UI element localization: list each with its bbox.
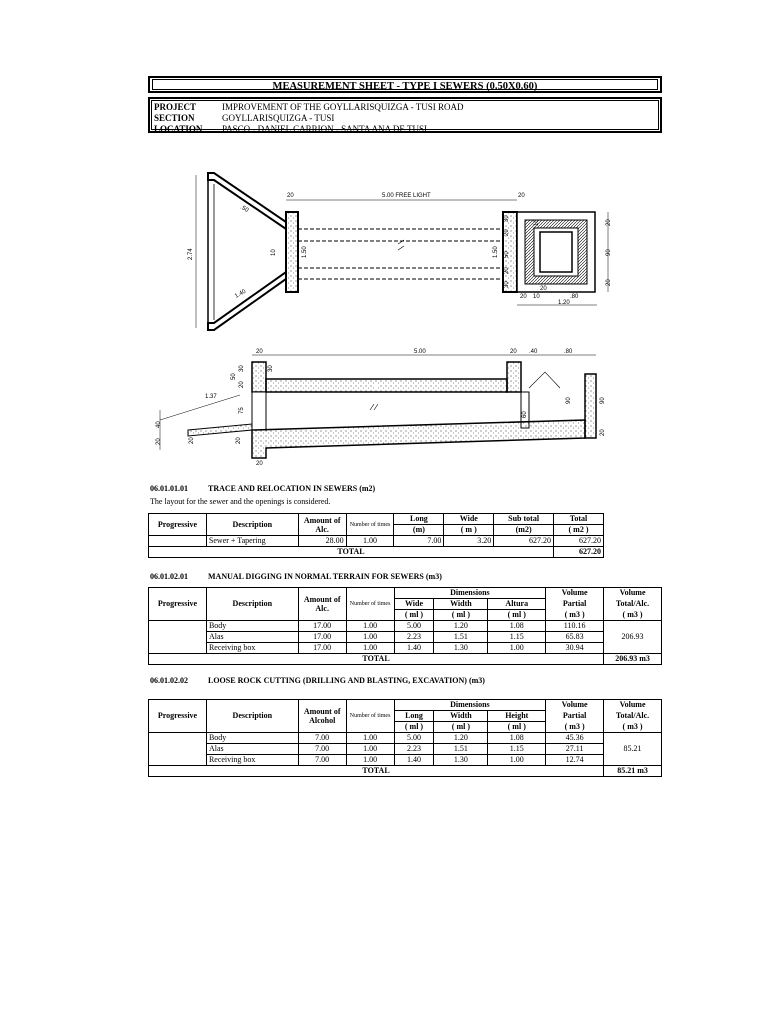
dim-label: 10	[271, 249, 277, 256]
dim-label: 20	[600, 429, 606, 436]
dim-label: 90	[600, 397, 606, 404]
sewer-technical-drawing	[0, 0, 768, 470]
dim-label: 1.50	[493, 246, 499, 258]
dim-label: 20	[239, 381, 245, 388]
section-title-1: TRACE AND RELOCATION IN SEWERS (m2)	[208, 484, 376, 493]
dim-label: 20	[189, 437, 195, 444]
dim-label: .80	[570, 294, 579, 300]
header-subtotal-unit: (m2)	[494, 525, 554, 536]
project-value: IMPROVEMENT OF THE GOYLLARISQUIZGA - TUSI ROAD	[222, 102, 464, 112]
header-wide-unit: ( m )	[444, 525, 494, 536]
dim-label: 5.00	[414, 349, 426, 355]
total-row: TOTAL 206.93 m3	[149, 654, 662, 665]
table-row: Receiving box 7.00 1.00 1.40 1.30 1.00 12.74	[149, 755, 662, 766]
dim-label: 5.00 FREE LIGHT	[382, 193, 431, 199]
header-description: Description	[206, 514, 298, 536]
table-row: Alas 7.00 1.00 2.23 1.51 1.15 27.11	[149, 744, 662, 755]
section-label: SECTION	[154, 113, 195, 123]
dim-label: 1.50	[302, 246, 308, 258]
elevation-view	[160, 355, 596, 458]
section-code-2: 06.01.02.01	[150, 572, 188, 581]
dim-label: 30	[268, 365, 274, 372]
dim-label: 90	[566, 397, 572, 404]
section-code-1: 06.01.01.01	[150, 484, 188, 493]
dim-label: 90	[606, 249, 612, 256]
dim-label: 20	[504, 267, 510, 274]
section-code-3: 06.01.02.02	[150, 676, 188, 685]
header-amount: Amount of Alc.	[298, 514, 346, 536]
table-row: Body 7.00 1.00 5.00 1.20 1.08 45.36 85.21	[149, 733, 662, 744]
table-row: Receiving box 17.00 1.00 1.40 1.30 1.00 30.94	[149, 643, 662, 654]
dim-label: 10	[533, 294, 540, 300]
dim-label: 30	[504, 215, 510, 222]
digging-table: Progressive Description Amount of Alc. Number of times Dimensions Volume Volume Wide Width Altura Partial Total/Alc. ( ml ) ( ml ) ( ml ) ( m3 ) ( m3 ) Body 17.00 1.00 5.00 1.20 1.08 110.16 206.93 Alas 17.00 1.00 2.23 1.51 1.15 65.83 Receiving box 17.00 1.00 1.40 1.30 1.00 30.94 TOTAL 206.93 m3	[148, 587, 662, 665]
dim-label: 20	[518, 193, 525, 199]
header-subtotal: Sub total	[494, 514, 554, 525]
dim-label: 20	[520, 294, 527, 300]
header-long-unit: (m)	[394, 525, 444, 536]
dim-label: 20	[510, 349, 517, 355]
rock-cutting-table: Progressive Description Amount of Alcohol Number of times Dimensions Volume Volume Long Width Height Partial Total/Alc. ( ml ) ( ml ) ( ml ) ( m3 ) ( m3 ) Body 7.00 1.00 5.00 1.20 1.08 45.36 85.21 Alas 7.00 1.00 2.23 1.51 1.15 27.11 Receiving box 7.00 1.00 1.40 1.30 1.00 12.74 TOTAL 85.21 m3	[148, 699, 662, 777]
header-times: Number of times	[346, 514, 394, 536]
dim-label: 60	[522, 411, 528, 418]
dim-label: 20	[256, 349, 263, 355]
dim-label: 20	[606, 219, 612, 226]
dim-label: 20	[156, 438, 162, 445]
location-label: LOCATION	[154, 124, 203, 134]
elevation-dimension-labels	[156, 349, 606, 467]
section-title-2: MANUAL DIGGING IN NORMAL TERRAIN FOR SEWERS (m3)	[208, 572, 442, 581]
dim-label: 20	[256, 461, 263, 467]
dim-label: 10	[534, 219, 540, 226]
location-value: PASCO - DANIEL CARRION - SANTA ANA DE TUSI	[222, 124, 427, 134]
dim-label: 30	[239, 365, 245, 372]
total-row: TOTAL 85.21 m3	[149, 766, 662, 777]
section-title-3: LOOSE ROCK CUTTING (DRILLING AND BLASTING, EXCAVATION) (m3)	[208, 676, 485, 685]
dim-label: 20	[606, 279, 612, 286]
dim-label: 20	[540, 286, 547, 292]
section-value: GOYLLARISQUIZGA - TUSI	[222, 113, 335, 123]
dim-label: 50	[504, 251, 510, 258]
dim-label: 40	[156, 421, 162, 428]
trace-table	[148, 513, 604, 558]
dim-label: 30	[504, 281, 510, 288]
dim-label: .50	[239, 204, 250, 214]
dim-label: 1.40	[234, 288, 248, 300]
dim-label: 2.74	[188, 248, 194, 260]
dim-label: 50	[231, 373, 237, 380]
table-row: Sewer + Tapering 28.00 1.00 7.00 3.20 627.20 627.20	[149, 536, 604, 547]
section-note-1: The layout for the sewer and the openings is considered.	[150, 497, 331, 506]
header-total: Total	[554, 514, 604, 525]
dim-label: 20	[287, 193, 294, 199]
dim-label: 1.20	[558, 300, 570, 306]
dim-label: 20	[504, 229, 510, 236]
dim-label: .80	[564, 349, 573, 355]
table-row: Alas 17.00 1.00 2.23 1.51 1.15 65.83	[149, 632, 662, 643]
dim-label: .40	[529, 349, 538, 355]
header-wide: Wide	[444, 514, 494, 525]
dim-label: 20	[236, 437, 242, 444]
total-row: TOTAL 627.20	[149, 547, 604, 558]
table-row: Body 17.00 1.00 5.00 1.20 1.08 110.16 206.93	[149, 621, 662, 632]
dim-label: 75	[239, 407, 245, 414]
project-label: PROJECT	[154, 102, 197, 112]
header-progressive: Progressive	[149, 514, 207, 536]
header-long: Long	[394, 514, 444, 525]
dim-label: 1.37	[205, 394, 217, 400]
header-total-unit: ( m2 )	[554, 525, 604, 536]
sheet-title: MEASUREMENT SHEET - TYPE I SEWERS (0.50X0.60)	[152, 79, 658, 90]
